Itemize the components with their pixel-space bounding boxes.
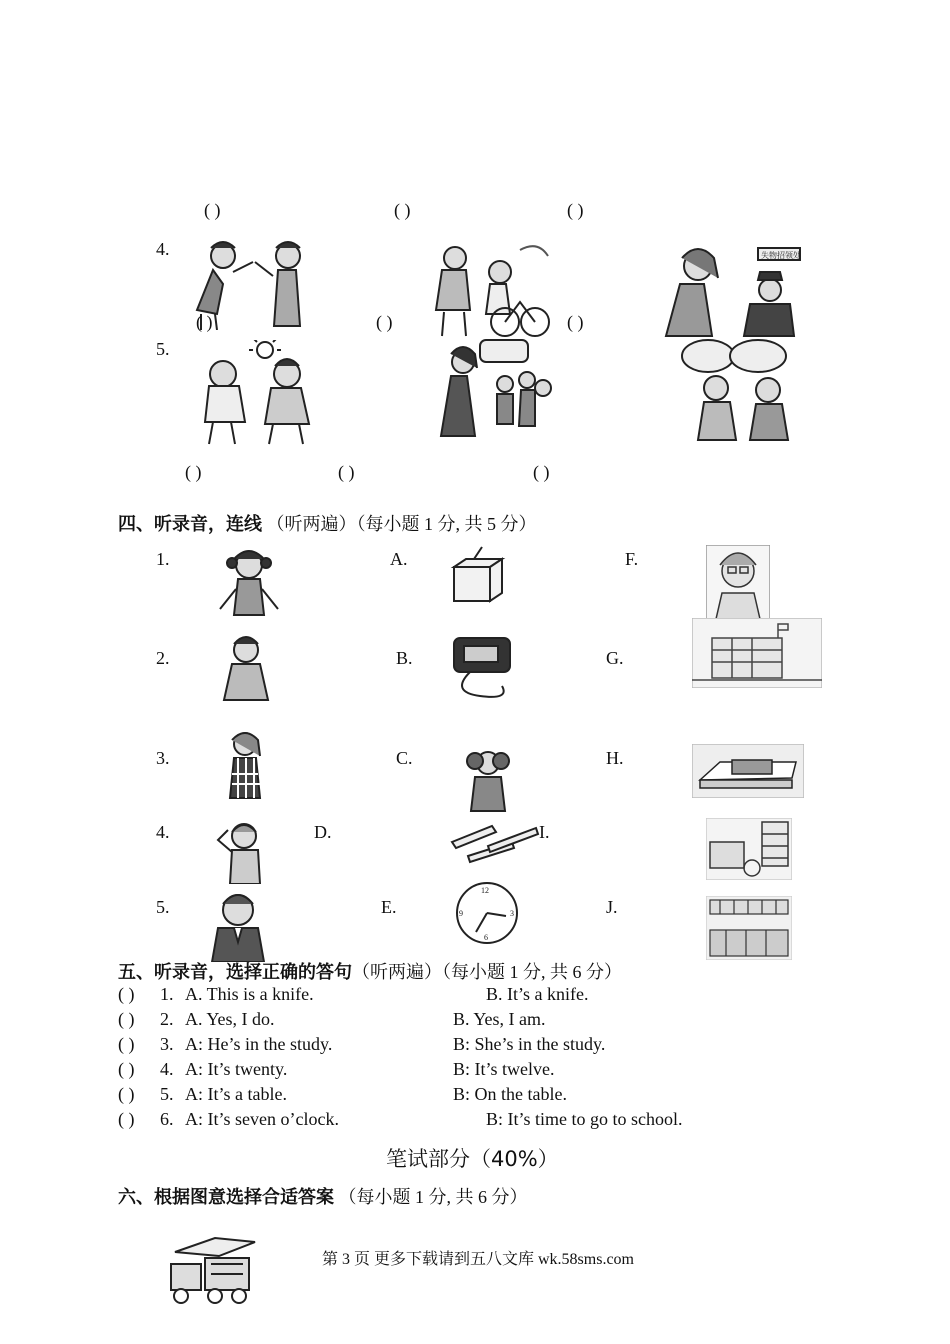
match-letter: C. (396, 748, 413, 768)
match-letter: D. (314, 822, 332, 842)
match-letter: J. (606, 897, 618, 917)
answer-blank[interactable]: ( ) (118, 1009, 135, 1029)
match-number: 1. (156, 549, 170, 569)
option-a[interactable]: A: It’s seven o’clock. (185, 1109, 339, 1129)
question-number: 6. (160, 1109, 174, 1129)
section-6-title: 六、根据图意选择合适答案 (118, 1187, 334, 1208)
match-letter: E. (381, 897, 397, 917)
boys-thinking-picture (678, 338, 803, 442)
teacher-and-students-picture (435, 338, 560, 440)
lost-and-found-sign: 失物招领处 (761, 251, 801, 260)
written-part-title: 笔试部分（40%） (386, 1147, 559, 1171)
study-room-picture (706, 818, 792, 880)
option-a[interactable]: A: It’s twenty. (185, 1059, 288, 1079)
option-a[interactable]: A: It’s a table. (185, 1084, 287, 1104)
woman-scratching-head-picture (214, 820, 270, 884)
clock-number: 3 (510, 909, 514, 918)
clock-number: 9 (459, 909, 463, 918)
match-letter: B. (396, 648, 413, 668)
section-5-note: （听两遍）（每小题 1 分, 共 6 分） (352, 962, 622, 982)
option-b[interactable]: B: She’s in the study. (453, 1034, 606, 1054)
pencil-box-picture (692, 744, 804, 798)
school-building-picture (692, 618, 822, 688)
girl-curly-hair-picture (463, 745, 513, 813)
question-number: 1. (160, 984, 174, 1004)
answer-blank[interactable]: ( ) (394, 200, 411, 220)
boy-picture (218, 632, 274, 702)
match-letter: H. (606, 748, 624, 768)
question-number: 4. (160, 1059, 174, 1079)
answer-blank[interactable]: ( ) (118, 1034, 135, 1054)
section-5-heading (118, 958, 622, 984)
section-6-heading (118, 1183, 528, 1209)
question-number: 5. (160, 1084, 174, 1104)
woman-at-lost-and-found-picture (660, 240, 802, 338)
option-b[interactable]: B: It’s time to go to school. (486, 1109, 683, 1129)
match-letter: G. (606, 648, 624, 668)
answer-blank[interactable]: ( ) (118, 1059, 135, 1079)
section-4-heading (118, 510, 537, 536)
section-6-note: （每小题 1 分, 共 6 分） (334, 1187, 528, 1207)
option-a[interactable]: A: He’s in the study. (185, 1034, 333, 1054)
option-b[interactable]: B: It’s twelve. (453, 1059, 555, 1079)
answer-blank[interactable]: ( ) (204, 200, 221, 220)
page-footer: 第 3 页 更多下载请到五八文库 wk.58sms.com (322, 1251, 635, 1268)
option-b[interactable]: B: On the table. (453, 1084, 567, 1104)
question-number: 4. (156, 239, 170, 259)
answer-blank[interactable]: ( ) (376, 312, 393, 332)
match-letter: A. (390, 549, 408, 569)
answer-blank[interactable]: ( ) (567, 200, 584, 220)
answer-blank[interactable]: ( ) (196, 312, 213, 332)
clock-number: 12 (481, 886, 489, 895)
answer-blank[interactable]: ( ) (118, 984, 135, 1004)
question-number: 3. (160, 1034, 174, 1054)
match-number: 2. (156, 648, 170, 668)
toy-train-picture (165, 1228, 261, 1308)
section-4-title: 四、听录音，连线 (118, 514, 262, 535)
answer-blank[interactable]: ( ) (567, 312, 584, 332)
grandmother-picture (706, 545, 770, 619)
cassette-player-picture (450, 634, 512, 700)
girl-checked-dress-picture (224, 728, 266, 804)
match-letter: I. (539, 822, 550, 842)
section-4-note: （听两遍）（每小题 1 分, 共 5 分） (262, 514, 537, 534)
option-a[interactable]: A. Yes, I do. (185, 1009, 275, 1029)
man-in-suit-picture (204, 888, 272, 962)
answer-blank[interactable]: ( ) (338, 462, 355, 482)
option-b[interactable]: B. Yes, I am. (453, 1009, 546, 1029)
question-number: 2. (160, 1009, 174, 1029)
boys-hot-sun-picture (195, 340, 320, 448)
clock-picture (454, 880, 520, 946)
box-picture (448, 545, 508, 607)
pencils-picture (448, 822, 544, 864)
section-5-title: 五、听录音，选择正确的答句 (118, 962, 352, 983)
question-number: 5. (156, 339, 170, 359)
option-b[interactable]: B. It’s a knife. (486, 984, 589, 1004)
girl-with-pigtails-picture (218, 545, 280, 621)
kitchen-picture (706, 896, 792, 960)
match-number: 3. (156, 748, 170, 768)
answer-blank[interactable]: ( ) (185, 462, 202, 482)
match-number: 5. (156, 897, 170, 917)
option-a[interactable]: A. This is a knife. (185, 984, 314, 1004)
answer-blank[interactable]: ( ) (118, 1084, 135, 1104)
match-letter: F. (625, 549, 639, 569)
answer-blank[interactable]: ( ) (533, 462, 550, 482)
answer-blank[interactable]: ( ) (118, 1109, 135, 1129)
children-with-bicycle-picture (420, 240, 550, 338)
match-number: 4. (156, 822, 170, 842)
clock-number: 6 (484, 933, 488, 942)
